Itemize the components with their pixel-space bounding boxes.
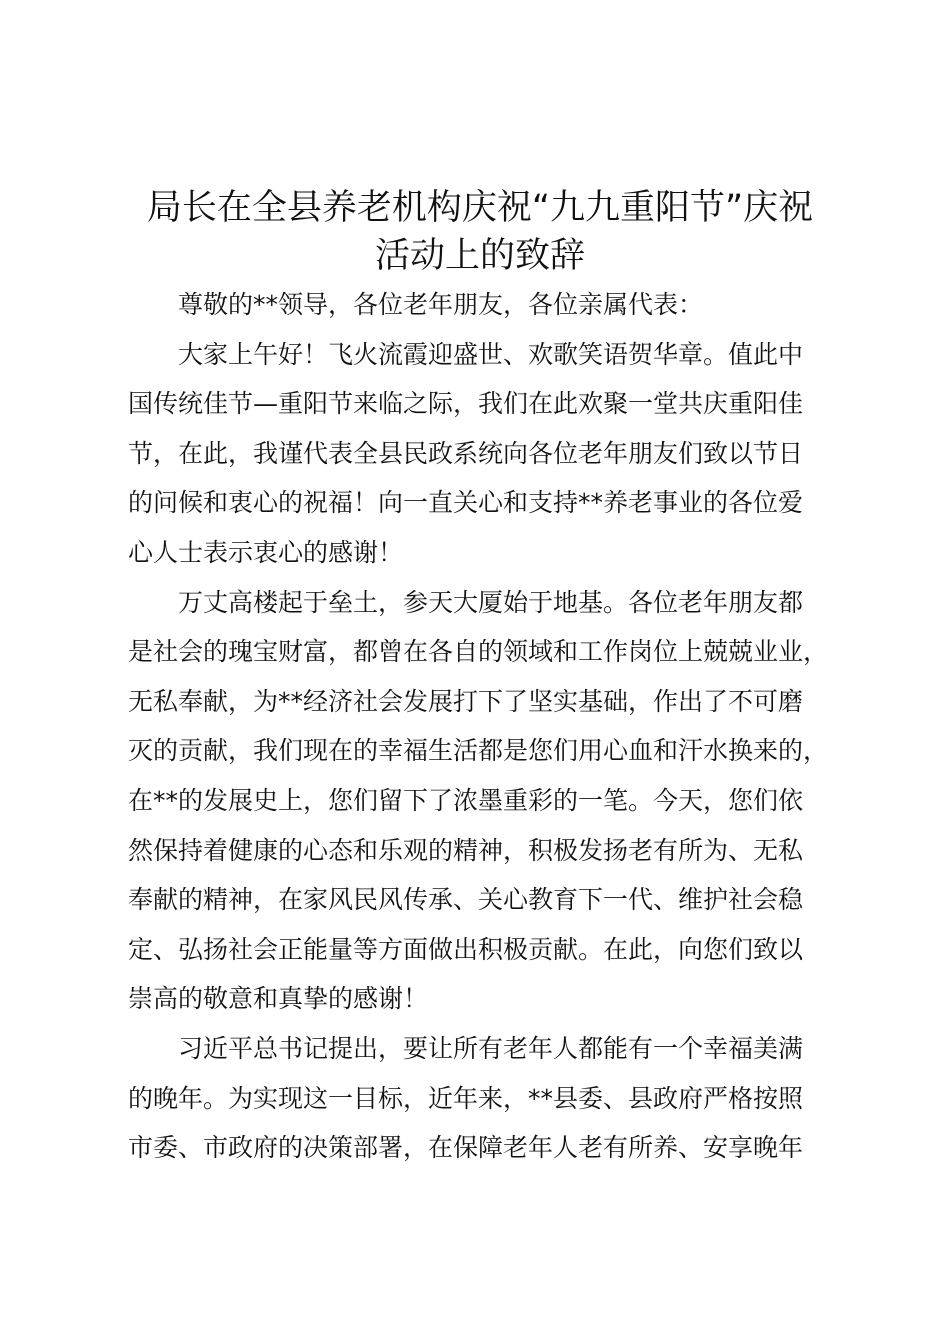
text-line: 市委、市政府的决策部署，在保障老年人老有所养、安享晚年 xyxy=(128,1133,804,1163)
text-line: 心人士表示衷心的感谢！ xyxy=(128,537,404,567)
text-line: 是社会的瑰宝财富，都曾在各自的领域和工作岗位上兢兢业业， xyxy=(128,637,829,667)
text-line: 崇高的敬意和真挚的感谢！ xyxy=(128,984,429,1014)
title-line-2: 活动上的致辞 xyxy=(374,236,585,276)
text-line: 然保持着健康的心态和乐观的精神，积极发扬老有所为、无私 xyxy=(128,835,804,865)
text-line: 在**的发展史上，您们留下了浓墨重彩的一笔。今天，您们依 xyxy=(128,785,804,815)
title-line-1: 局长在全县养老机构庆祝“九九重阳节”庆祝 xyxy=(146,188,814,228)
text-line: 的问候和衷心的祝福！向一直关心和支持**养老事业的各位爱 xyxy=(128,488,804,518)
text-line: 灭的贡献，我们现在的幸福生活都是您们用心血和汗水换来的， xyxy=(128,736,829,766)
text-line: 万丈高楼起于垒土，参天大厦始于地基。各位老年朋友都 xyxy=(178,587,804,617)
text-line: 无私奉献，为**经济社会发展打下了坚实基础，作出了不可磨 xyxy=(128,686,804,716)
speech-body xyxy=(128,280,838,1173)
text-line: 节，在此，我谨代表全县民政系统向各位老年朋友们致以节日 xyxy=(128,438,804,468)
text-line: 国传统佳节—重阳节来临之际，我们在此欢聚一堂共庆重阳佳 xyxy=(128,389,804,419)
text-line: 的晚年。为实现这一目标，近年来，**县委、县政府严格按照 xyxy=(128,1083,804,1113)
text-line: 定、弘扬社会正能量等方面做出积极贡献。在此，向您们致以 xyxy=(128,934,804,964)
document-title xyxy=(110,184,850,280)
text-line: 大家上午好！飞火流霞迎盛世、欢歌笑语贺华章。值此中 xyxy=(178,339,804,369)
text-line: 奉献的精神，在家风民风传承、关心教育下一代、维护社会稳 xyxy=(128,885,804,915)
text-line: 习近平总书记提出，要让所有老年人都能有一个幸福美满 xyxy=(178,1033,804,1063)
salutation-line: 尊敬的**领导，各位老年朋友，各位亲属代表： xyxy=(178,290,704,319)
